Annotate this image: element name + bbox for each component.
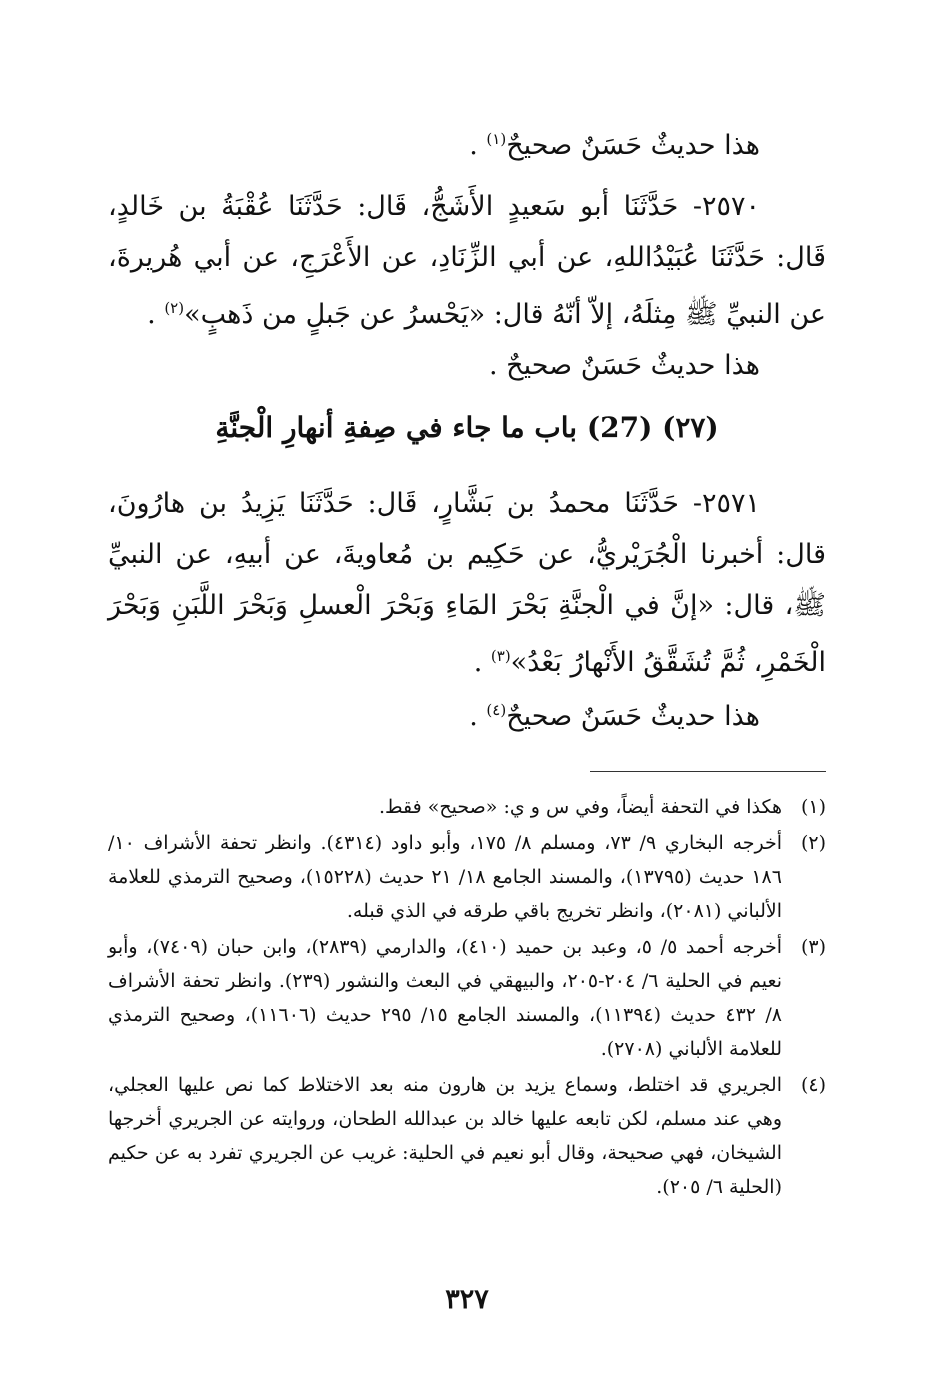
footnote-3 [108,930,826,1066]
verdict-2: هذا حديثٌ حَسَنٌ صحيحٌ . [489,350,760,381]
footnote-ref-3: (٣) [490,647,511,665]
footnote-ref-2: (٢) [164,299,185,317]
footnote-number: (٢) [800,832,826,854]
footnote-text: أخرجه البخاري ٩/ ٧٣، ومسلم ٨/ ١٧٥، وأبو داود (٤٣١٤). وانظر تحفة الأشراف ١٠/ ١٨٦ حديث (١٣٧٩٥)، والمسند الجامع ١٨/ ٢١ حديث (١٥٢٢٨)، وصحيح الترمذي للعلامة الألباني (٢٠٨١)، وانظر تخريج باقي طرقه في الذي قبله. [108,832,783,922]
page-number: ٣٢٧ [445,1284,489,1315]
footnotes [108,790,826,1206]
verdict-1: هذا حديثٌ حَسَنٌ صحيحٌ$^{(١)}$ . [469,130,760,161]
verdict-3-text: هذا حديثٌ حَسَنٌ صحيحٌ [506,701,760,732]
chapter-heading: (٢٧) (27) باب ما جاء في صِفةِ أنهارِ الْجنَّةِ [215,411,719,444]
footnote-ref-1: (١) [486,130,507,148]
hadith-2571-text: ٢٥٧١- حَدَّثَنَا محمدُ بن بَشَّارٍ، قَال: حَدَّثَنَا يَزِيدُ بن هارُونَ، قال: أخبرنا الْجُرَيْريُّ، عن حَكِيم بن مُعاويةَ، عن أبيهِ، عن النبيِّ ﷺ، قال: «إنَّ في الْجنَّةِ بَحْرَ المَاءِ وَبَحْرَ الْعسلِ وَبَحْرَ اللَّبَنِ وَبَحْرَ الْخَمْرِ، ثُمَّ تُشَقَّقُ الأَنْهارُ بَعْدُ» [108,488,826,678]
footnote-1 [108,790,826,824]
footnote-ref-4: (٤) [486,701,507,719]
footnote-number: (١) [800,796,826,818]
footnote-4 [108,1068,826,1204]
hadith-2571: ٢٥٧١- حَدَّثَنَا محمدُ بن بَشَّارٍ، قَال: حَدَّثَنَا يَزِيدُ بن هارُونَ، قال: أخبرنا الْجُرَيْريُّ، عن حَكِيم بن مُعاويةَ، عن أبيهِ، عن النبيِّ ﷺ، قال: «إنَّ في الْجنَّةِ بَحْرَ المَاءِ وَبَحْرَ الْعسلِ وَبَحْرَ اللَّبَنِ وَبَحْرَ الْخَمْرِ، ثُمَّ تُشَقَّقُ الأَنْهارُ بَعْدُ»$^{(٣)}$ . [108,488,826,678]
footnote-text: أخرجه أحمد ٥/ ٥، وعبد بن حميد (٤١٠)، والدارمي (٢٨٣٩)، وابن حبان (٧٤٠٩)، وأبو نعيم في الحلية ٦/ ٢٠٤-٢٠٥، والبيهقي في البعث والنشور (٢٣٩). وانظر تحفة الأشراف ٨/ ٤٣٢ حديث (١١٣٩٤)، والمسند الجامع ١٥/ ٢٩٥ حديث (١١٦٠٦)، وصحيح الترمذي للعلامة الألباني (٢٧٠٨). [108,936,782,1060]
hadith-2570: ٢٥٧٠- حَدَّثَنَا أبو سَعيدٍ الأَشَجُّ، قَال: حَدَّثَنَا عُقْبَةُ بن خَالدٍ، قَال: حَدَّثَنَا عُبَيْدُاللهِ، عن أبي الزِّنَادِ، عن الأَعْرَجِ، عن أبي هُريرةَ، عن النبيِّ ﷺ مِثلَهُ، إلاّ أنّهُ قال: «يَحْسرُ عن جَبلٍ من ذَهبٍ»$^{(٢)}$ . [108,191,826,330]
footnote-text: هكذا في التحفة أيضاً، وفي س و ي: «صحيح» فقط. [378,796,782,818]
footnote-number: (٣) [800,936,826,958]
verdict-1-text: هذا حديثٌ حَسَنٌ صحيحٌ [506,130,760,161]
hadith-2570-text: ٢٥٧٠- حَدَّثَنَا أبو سَعيدٍ الأَشَجُّ، قَال: حَدَّثَنَا عُقْبَةُ بن خَالدٍ، قَال: حَدَّثَنَا عُبَيْدُاللهِ، عن أبي الزِّنَادِ، عن الأَعْرَجِ، عن أبي هُريرةَ، عن النبيِّ ﷺ مِثلَهُ، إلاّ أنّهُ قال: «يَحْسرُ عن جَبلٍ من ذَهبٍ» [108,191,826,330]
verdict-3: هذا حديثٌ حَسَنٌ صحيحٌ$^{(٤)}$ . [469,701,760,732]
footnote-text: الجريري قد اختلط، وسماع يزيد بن هارون منه بعد الاختلاط كما نص عليها العجلي، وهي عند مسلم، لكن تابعه عليها خالد بن عبدالله الطحان، وروايته عن الجريري أخرجها الشيخان، فهي صحيحة، وقال أبو نعيم في الحلية: غريب عن الجريري تفرد به عن حكيم (الحلية ٦/ ٢٠٥). [108,1074,782,1198]
footnote-divider [590,771,826,772]
footnote-number: (٤) [800,1074,826,1096]
footnote-2 [108,826,826,928]
